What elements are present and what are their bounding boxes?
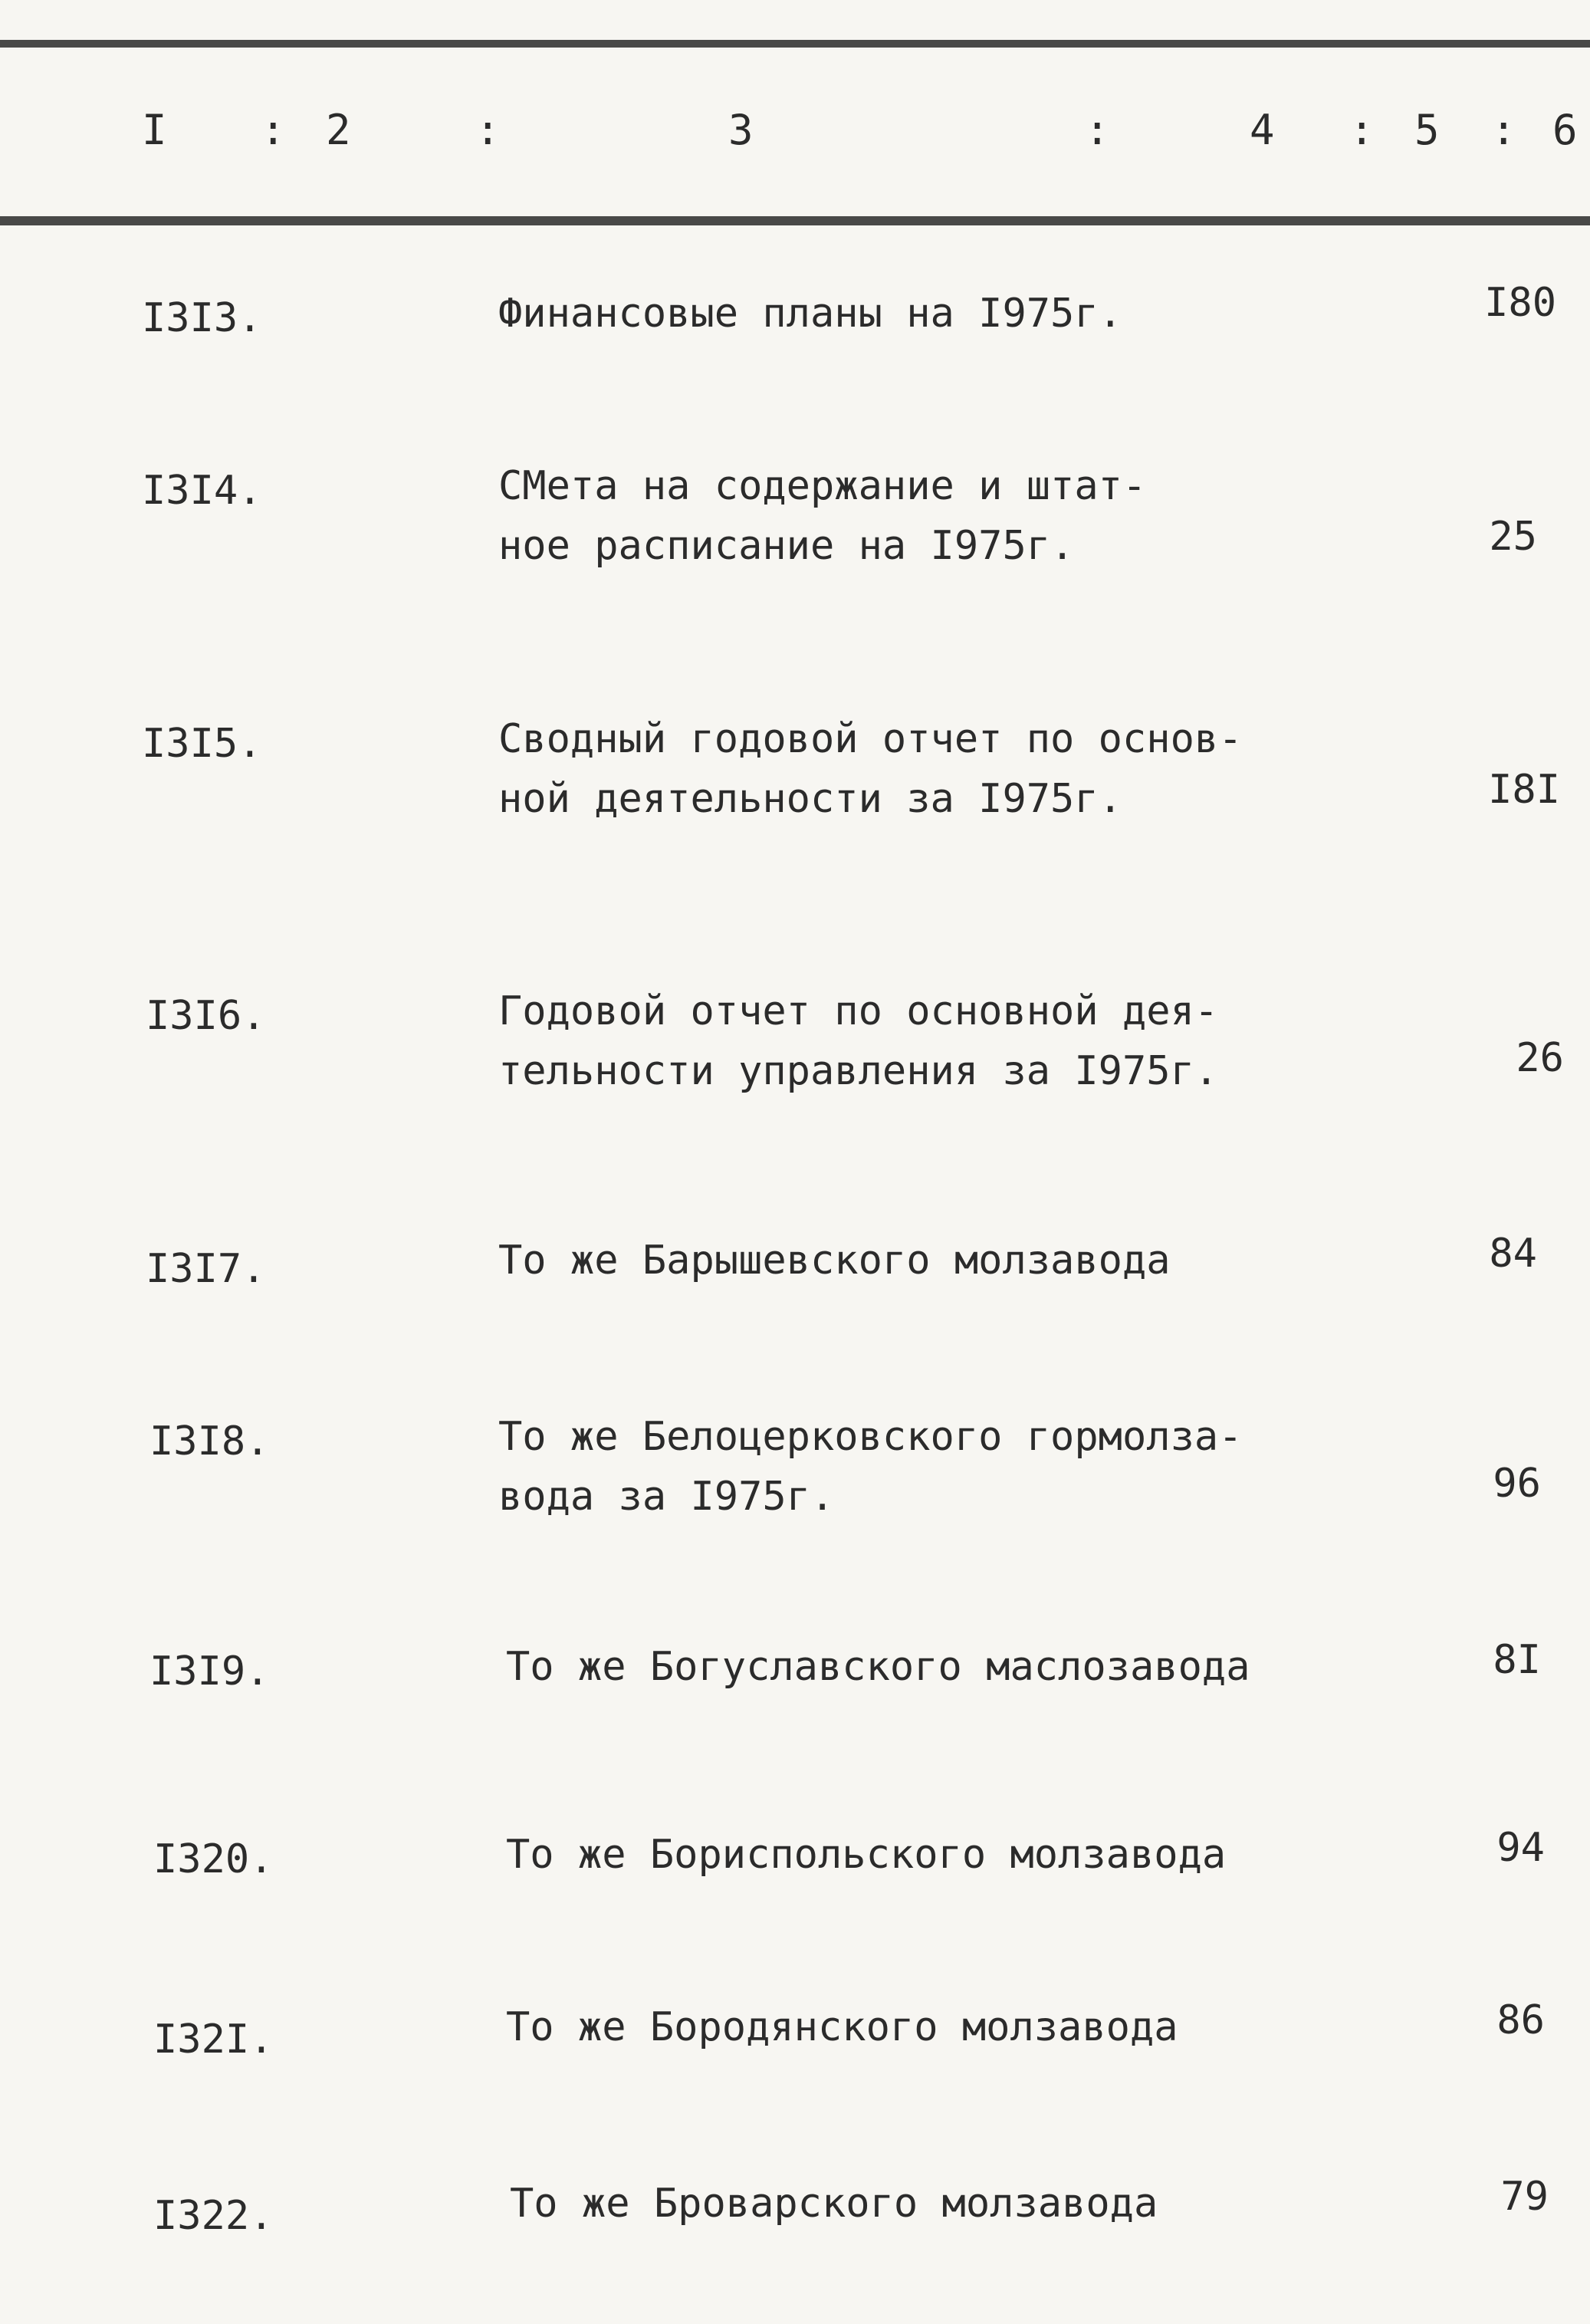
header-col-1: I <box>142 106 167 154</box>
header-col-6: 6 <box>1552 106 1578 154</box>
file-title: То же Богуславского маслозавода <box>506 1644 1250 1690</box>
file-title: Сводный годовой отчет по основ- ной деятельности за I975г. <box>498 716 1243 822</box>
file-number: I320. <box>153 1836 274 1882</box>
file-title: То же Броварского молзавода <box>510 2181 1158 2227</box>
page-count: 8I <box>1493 1637 1541 1683</box>
header-separator: : <box>475 106 501 154</box>
header-col-5: 5 <box>1414 106 1440 154</box>
file-title: Финансовые планы на I975г. <box>498 291 1122 337</box>
header-separator: : <box>1349 106 1375 154</box>
file-number: I3I6. <box>146 993 266 1039</box>
header-separator: : <box>1085 106 1110 154</box>
header-col-4: 4 <box>1250 106 1275 154</box>
page-count: I8I <box>1488 767 1560 813</box>
header-col-3: 3 <box>728 106 754 154</box>
file-number: I3I5. <box>142 721 262 767</box>
top-rule <box>0 40 1590 48</box>
file-title: То же Бородянского молзавода <box>506 2004 1178 2050</box>
file-number: I3I8. <box>149 1418 270 1464</box>
file-number: I322. <box>153 2193 274 2239</box>
file-number: I3I7. <box>146 1246 266 1292</box>
page-count: 84 <box>1489 1231 1537 1277</box>
file-title: То же Бориспольского молзавода <box>506 1832 1227 1878</box>
page-count: 86 <box>1496 1997 1545 2043</box>
header-separator: : <box>1491 106 1516 154</box>
file-title: То же Барышевского молзавода <box>498 1238 1171 1284</box>
file-title: То же Белоцерковского гормолза- вода за I975г. <box>498 1414 1243 1520</box>
file-number: I32I. <box>153 2017 274 2063</box>
page-count: 79 <box>1500 2174 1549 2220</box>
file-number: I3I9. <box>149 1648 270 1695</box>
page-count: 96 <box>1493 1461 1541 1507</box>
header-separator: : <box>261 106 286 154</box>
header-rule <box>0 216 1590 225</box>
header-col-2: 2 <box>326 106 351 154</box>
file-title: Годовой отчет по основной дея- тельности управления за I975г. <box>498 988 1219 1094</box>
page-count: 94 <box>1496 1825 1545 1871</box>
file-title: СМета на содержание и штат- ное расписание на I975г. <box>498 463 1147 569</box>
page-count: 25 <box>1489 514 1537 560</box>
file-number: I3I3. <box>142 295 262 341</box>
page-count: I80 <box>1484 280 1556 326</box>
page-count: 26 <box>1516 1035 1564 1081</box>
file-number: I3I4. <box>142 468 262 514</box>
